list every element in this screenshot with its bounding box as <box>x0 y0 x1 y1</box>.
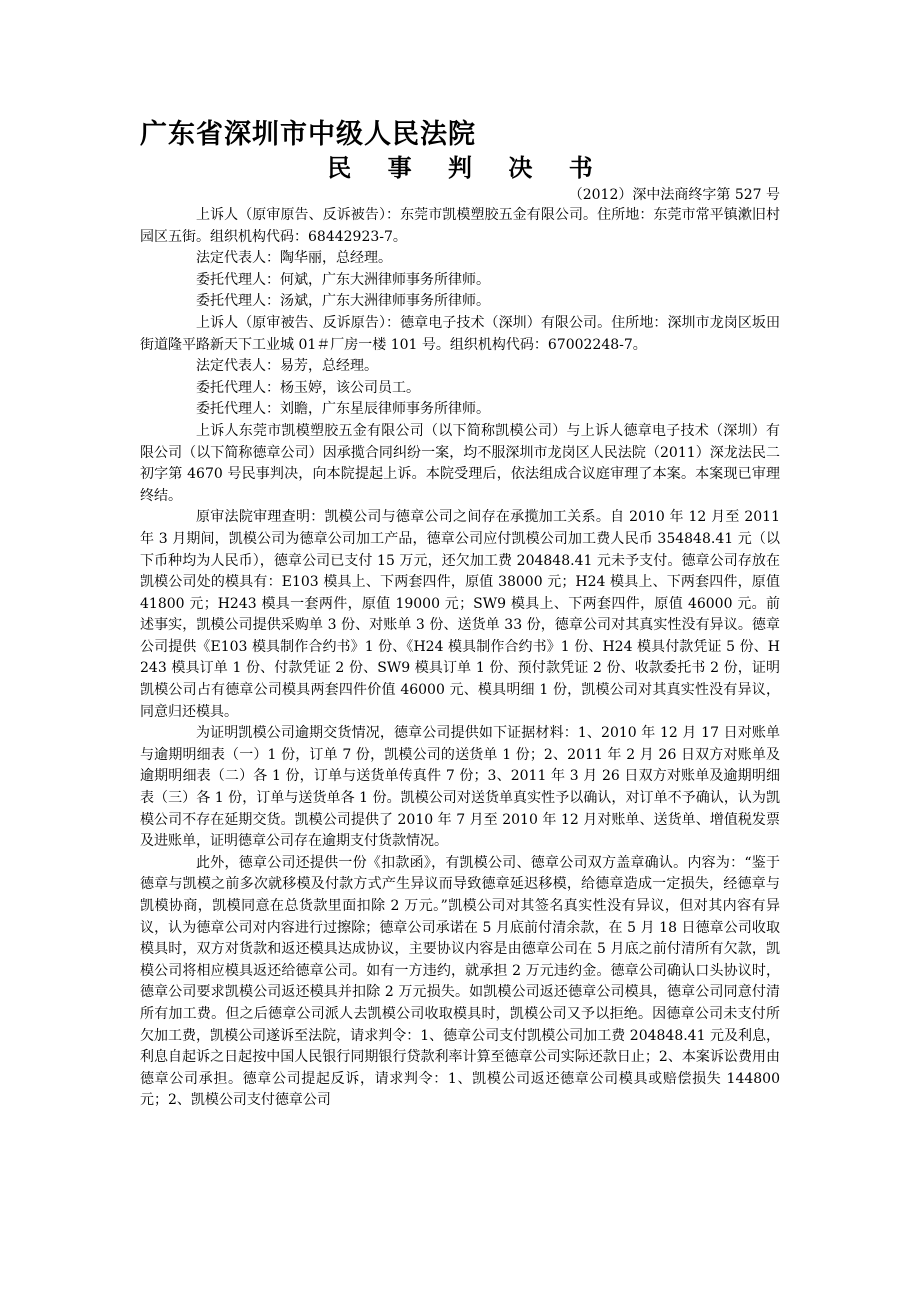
court-name: 广东省深圳市中级人民法院 <box>140 119 476 150</box>
paragraph-case-intro: 上诉人东莞市凯模塑胶五金有限公司（以下简称凯模公司）与上诉人德章电子技术（深圳）有限公司（以下简称德章公司）因承揽合同纠纷一案，均不服深圳市龙岗区人民法院（2011）深龙法民二初字第 4670 号民事判决，向本院提起上诉。本院受理后，依法组成合议庭审理了本案。本案现已审理终结。 <box>140 422 780 504</box>
judgment-body <box>140 205 780 1112</box>
paragraph-agent-2a: 委托代理人：杨玉婷，该公司员工。 <box>196 379 420 396</box>
paragraph-evidence: 为证明凯模公司逾期交货情况，德章公司提供如下证据材料：1、2010 年 12 月 17 日对账单与逾期明细表（一）1 份，订单 7 份，凯模公司的送货单 1 份；2、2011 年 2 月 26 日双方对账单及逾期明细表（二）各 1 份，订单与送货单传真件 7 份；3、2011 年 3 月 26 日双方对账单及逾期明细表（三）各 1 份，订单与送货单各 1 份。凯模公司对送货单真实性予以确认，对订单不予确认，认为凯模公司不存在延期交货。凯模公司提供了 2010 年 7 月至 2010 年 12 月对账单、送货单、增值税发票及进账单，证明德章公司存在逾期支付货款情况。 <box>140 725 780 850</box>
paragraph-deduction-letter: 此外，德章公司还提供一份《扣款函》，有凯模公司、德章公司双方盖章确认。内容为：“鉴于德章与凯模之前多次就移模及付款方式产生异议而导致德章延迟移模，给德章造成一定损失，经德章与凯模协商，凯模同意在总货款里面扣除 2 万元。”凯模公司对其签名真实性没有异议，但对其内容有异议，认为德章公司对内容进行过擦除；德章公司承诺在 5 月底前付清余款，在 5 月 18 日德章公司收取模具时，双方对货款和返还模具达成协议，主要协议内容是由德章公司在 5 月底之前付清所有欠款，凯模公司将相应模具返还给德章公司。如有一方违约，就承担 2 万元违约金。德章公司确认口头协议时，德章公司要求凯模公司返还模具并扣除 2 万元损失。如凯模公司返还德章公司模具，德章公司同意付清所有加工费。但之后德章公司派人去凯模公司收取模具时，凯模公司又予以拒绝。因德章公司未支付所欠加工费，凯模公司遂诉至法院，请求判令：1、德章公司支付凯模公司加工费 204848.41 元及利息，利息自起诉之日起按中国人民银行同期银行贷款利率计算至德章公司实际还款日止；2、本案诉讼费用由德章公司承担。德章公司提起反诉，请求判令：1、凯模公司返还德章公司模具或赔偿损失 144800 元；2、凯模公司支付德章公司 <box>140 854 780 1109</box>
paragraph-legal-rep-2: 法定代表人：易芳，总经理。 <box>196 358 378 375</box>
paragraph-appellant-1: 上诉人（原审原告、反诉被告）：东莞市凯模塑胶五金有限公司。住所地：东莞市常平镇漱旧村园区五街。组织机构代码：68442923-7。 <box>140 207 780 245</box>
paragraph-agent-1a: 委托代理人：何斌，广东大洲律师事务所律师。 <box>196 271 490 288</box>
paragraph-appellant-2: 上诉人（原审被告、反诉原告）：德章电子技术（深圳）有限公司。住所地：深圳市龙岗区坂田街道隆平路新天下工业城 01＃厂房一楼 101 号。组织机构代码：67002248-7。 <box>140 314 780 353</box>
paragraph-facts: 原审法院审理查明：凯模公司与德章公司之间存在承揽加工关系。自 2010 年 12 月至 2011 年 3 月期间，凯模公司为德章公司加工产品，德章公司应付凯模公司加工费人民币 354848.41 元（以下币种均为人民币），德章公司已支付 15 万元，还欠加工费 204848.41 元未予支付。德章公司存放在凯模公司处的模具有：E103 模具上、下两套四件，原值 38000 元；H24 模具上、下两套四件，原值 41800 元；H243 模具一套两件，原值 19000 元；SW9 模具上、下两套四件，原值 46000 元。前述事实，凯模公司提供采购单 3 份、对账单 3 份、送货单 33 份，德章公司对其真实性没有异议。德章公司提供《E103 模具制作合约书》1 份、《H24 模具制作合约书》1 份、H24 模具付款凭证 5 份、H243 模具订单 1 份、付款凭证 2 份、SW9 模具订单 1 份、预付款凭证 2 份、收款委托书 2 份，证明凯模公司占有德章公司模具两套四件价值 46000 元、模具明细 1 份，凯模公司对其真实性没有异议，同意归还模具。 <box>140 509 780 720</box>
paragraph-agent-2b: 委托代理人：刘瞻，广东星辰律师事务所律师。 <box>196 401 490 418</box>
document-title: 民 事 判 决 书 <box>327 154 607 182</box>
case-number: （2012）深中法商终字第 527 号 <box>568 187 780 203</box>
paragraph-agent-1b: 委托代理人：汤斌，广东大洲律师事务所律师。 <box>196 293 490 310</box>
paragraph-legal-rep-1: 法定代表人：陶华丽，总经理。 <box>196 250 392 267</box>
